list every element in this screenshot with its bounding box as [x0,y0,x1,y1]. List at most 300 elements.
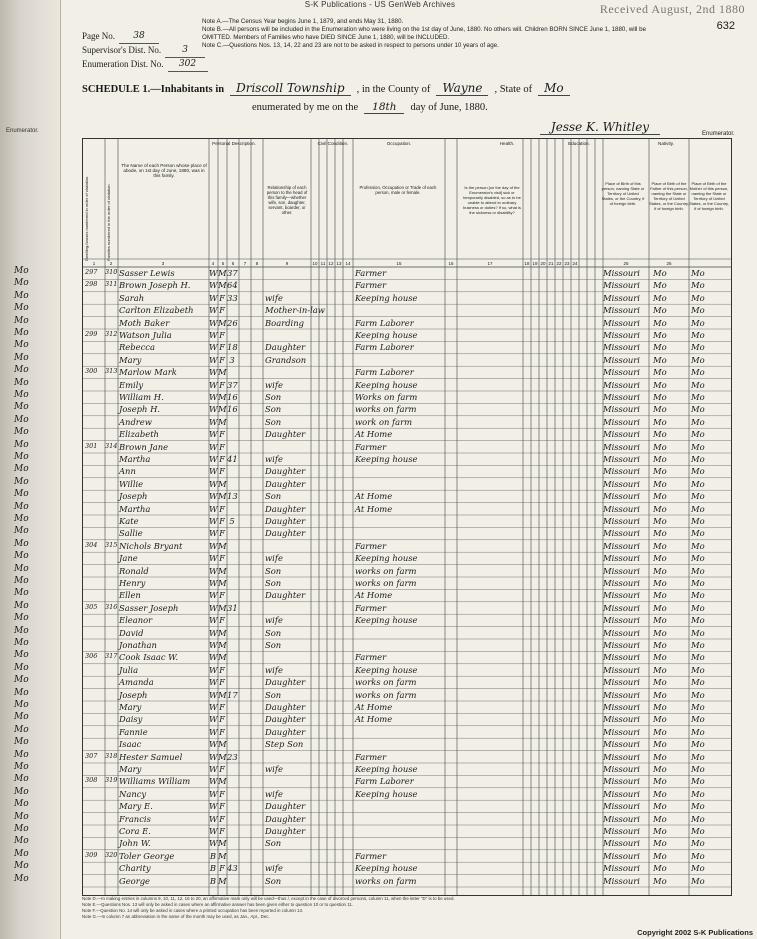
cell-bp: Missouri [603,714,640,725]
cell-fbp: Mo [653,516,667,526]
cell-fbp: Mo [653,664,667,675]
cell-occ: Keeping house [355,764,418,774]
table-row [83,292,731,304]
cell-sex: F [219,441,225,452]
cell-sex: M [218,751,227,762]
cell-occ: works on farm [355,578,417,588]
cell-sex: M [218,491,227,502]
cell-name: Martha [119,503,151,514]
cell-mbp: Mo [691,602,705,613]
margin-entry: Mo [14,414,29,425]
cell-age: 23 [227,751,238,762]
cell-color: W [209,292,218,303]
cell-sex: F [219,801,225,812]
cell-bp: Missouri [603,652,640,663]
cell-fbp: Mo [653,590,667,601]
margin-entry: Mo [14,712,29,723]
cell-mbp: Mo [691,330,705,340]
cell-rel: Daughter [265,528,306,539]
cell-color: W [209,491,218,502]
cell-mbp: Mo [691,268,705,278]
margin-entry: Mo [14,836,29,847]
cell-bp: Missouri [603,578,640,588]
cell-name: Francis [119,813,151,824]
cell-occ: Farm Laborer [355,342,414,353]
cell-age: 16 [227,404,238,415]
cell-mbp: Mo [691,640,705,650]
cell-rel: Daughter [265,503,306,514]
column-number: 23 [564,261,570,266]
cell-fbp: Mo [653,776,667,787]
cell-fbp: Mo [653,367,667,378]
cell-rel: Son [265,404,282,415]
note-g: Note G.—In column 7 an abbreviation in the name of the month may be used, as Jan., Apr., Dec. [82,914,270,919]
supervisor-label: Supervisor's Dist. No. [82,45,162,55]
cell-mbp: Mo [691,466,705,477]
cell-name: Amanda [119,677,154,688]
cell-mbp: Mo [691,652,705,663]
cell-sex: F [219,466,225,477]
cell-mbp: Mo [691,677,705,688]
cell-sex: F [219,454,225,464]
cell-sex: M [218,565,227,576]
cell-color: W [209,826,218,836]
table-row [83,627,731,639]
table-row [83,540,731,552]
cell-color: W [209,714,218,725]
column-number: 20 [540,261,546,266]
margin-entry: Mo [14,538,29,549]
cell-color: B [209,863,217,874]
cell-mbp: Mo [691,292,705,303]
cell-mbp: Mo [691,280,705,291]
cell-mbp: Mo [691,305,705,316]
column-number: 22 [556,261,562,266]
page-meta [82,30,208,72]
cell-rel: wife [265,615,283,626]
margin-entry: Mo [14,625,29,636]
cell-bp: Missouri [603,317,640,328]
cell-fbp: Mo [653,491,667,502]
cell-fbp: Mo [653,280,667,291]
cell-name: Ellen [119,590,141,601]
cell-rel: Step Son [265,739,304,750]
margin-entry: Mo [14,266,29,276]
cell-mbp: Mo [691,317,705,328]
cell-sex: F [219,305,225,316]
margin-entry: Mo [14,613,29,624]
cell-dw: 304 [85,540,98,549]
cell-mbp: Mo [691,528,705,539]
cell-fam: 320 [105,850,118,859]
cell-fbp: Mo [653,416,667,427]
column-number: 18 [524,261,530,266]
cell-bp: Missouri [603,466,640,477]
enum-prefix: enumerated by me on the [252,102,359,113]
header-nativity: Nativity. [658,141,674,146]
cell-name: Daisy [119,714,143,725]
cell-fam: 314 [105,441,118,450]
census-grid [82,138,732,896]
cell-name: Hester Samuel [119,751,183,762]
cell-rel: wife [265,863,283,874]
cell-age: 13 [227,491,238,502]
cell-name: Martha [119,454,151,464]
cell-rel: Daughter [265,590,306,601]
column-number: 17 [487,261,493,266]
cell-mbp: Mo [691,615,705,626]
enumerator-label: Enumerator. [702,131,735,137]
cell-fbp: Mo [653,751,667,762]
cell-color: W [209,454,218,464]
cell-rel: wife [265,292,283,303]
cell-rel: Daughter [265,702,306,712]
margin-entry: Mo [14,724,29,735]
sheet-number: 632 [716,20,735,32]
cell-name: Isaac [119,739,142,750]
notes-block [202,18,672,50]
cell-mbp: Mo [691,801,705,812]
cell-fam: 310 [105,268,118,276]
cell-mbp: Mo [691,367,705,378]
note-e: Note E.—Questions Nos. 13 will only be asked in cases where an affirmative answer has been given either to question 10 or to question 11. [82,902,353,907]
cell-bp: Missouri [603,367,640,378]
cell-mbp: Mo [691,404,705,415]
column-number: 12 [328,261,334,266]
cell-bp: Missouri [603,826,640,836]
cell-color: B [209,875,217,886]
header-dwelling: Dwelling-houses numbered in order of visitation. [84,175,89,261]
column-number: 21 [548,261,554,266]
header-personal: Personal Description. [212,141,256,146]
header-relationship: Relationship of each person to the head of this family—whether wife, son, daughter, servant, boarder, or other. [266,185,308,215]
margin-entry: Mo [14,352,29,363]
cell-name: John W. [119,838,151,849]
cell-color: W [209,702,218,712]
margin-entry: Mo [14,328,29,338]
cell-fam: 315 [105,540,118,549]
cell-mbp: Mo [691,416,705,427]
cell-color: W [209,354,218,365]
cell-fbp: Mo [653,764,667,774]
column-number: 6 [231,261,235,266]
cell-bp: Missouri [603,516,640,526]
cell-dw: 300 [85,367,98,376]
cell-name: Cook Isaac W. [119,652,178,663]
cell-bp: Missouri [603,838,640,849]
cell-sex: M [218,776,227,787]
cell-sex: F [219,714,225,725]
cell-mbp: Mo [691,540,705,551]
cell-fbp: Mo [653,540,667,551]
cell-sex: M [218,404,227,415]
margin-entry: Mo [14,786,29,797]
cell-sex: M [218,838,227,849]
table-row [83,639,731,651]
cell-color: W [209,540,218,551]
cell-sex: M [218,268,227,278]
cell-mbp: Mo [691,702,705,712]
header-birth-father: Place of Birth of the Father of this person, naming the State or Territory of United States, or the Country, if of foreign birth. [649,181,689,211]
cell-fam: 318 [105,751,118,760]
header-occupation-sub: Profession, Occupation or Trade of each person, male or female. [359,185,437,195]
cell-fbp: Mo [653,392,667,402]
cell-occ: Keeping house [355,615,418,626]
cell-name: George [119,875,151,886]
cell-bp: Missouri [603,664,640,675]
cell-rel: wife [265,788,283,799]
cell-color: W [209,565,218,576]
cell-rel: Son [265,392,282,402]
cell-rel: wife [265,454,283,464]
margin-entry: Mo [14,848,29,859]
column-number: 3 [161,261,165,266]
cell-sex: F [219,863,225,874]
cell-occ: Keeping house [355,292,418,303]
cell-fbp: Mo [653,875,667,886]
enumerator-signature: Jesse K. Whitley [540,120,660,135]
cell-dw: 309 [85,850,98,859]
cell-rel: Grandson [265,354,307,365]
cell-fbp: Mo [653,292,667,303]
column-number: 13 [336,261,342,266]
cell-rel: Daughter [265,342,306,353]
table-row [83,465,731,477]
cell-rel: Daughter [265,714,306,725]
cell-occ: At Home [355,702,393,712]
cell-mbp: Mo [691,726,705,737]
cell-mbp: Mo [691,342,705,353]
cell-occ: works on farm [355,875,417,886]
column-number: 4 [211,261,215,266]
cell-fbp: Mo [653,739,667,750]
cell-name: Sarah [119,292,145,303]
table-row [83,713,731,725]
cell-mbp: Mo [691,478,705,489]
cell-color: W [209,478,218,489]
cell-fbp: Mo [653,726,667,737]
header-birth-mother: Place of Birth of the Mother of this person, naming the State or Territory of United States, or the Country, if of foreign birth. [689,181,729,211]
margin-entry: Mo [14,737,29,748]
cell-fbp: Mo [653,317,667,328]
cell-mbp: Mo [691,491,705,502]
cell-color: B [209,850,217,861]
cell-bp: Missouri [603,776,640,787]
margin-entry: Mo [14,600,29,611]
cell-name: Brown Jane [119,441,169,452]
cell-fbp: Mo [653,404,667,415]
cell-color: W [209,330,218,340]
cell-color: W [209,677,218,688]
margin-entry: Mo [14,290,29,301]
column-number: 8 [255,261,259,266]
cell-sex: M [218,689,227,700]
cell-name: Mary [119,702,142,712]
margin-entry: Mo [14,749,29,760]
cell-bp: Missouri [603,751,640,762]
cell-bp: Missouri [603,565,640,576]
cell-color: W [209,429,218,440]
margin-entry: Mo [14,873,29,884]
cell-rel: Daughter [265,826,306,836]
margin-entry: Mo [14,402,29,413]
cell-occ: Farmer [355,751,387,762]
cell-occ: Farmer [355,280,387,291]
cell-sex: M [218,850,227,861]
cell-bp: Missouri [603,627,640,638]
cell-rel: Son [265,491,282,502]
cell-mbp: Mo [691,578,705,588]
cell-color: W [209,466,218,477]
margin-entry: Mo [14,687,29,698]
margin-entry: Mo [14,526,29,537]
cell-color: W [209,379,218,390]
cell-occ: Farm Laborer [355,317,414,328]
cell-bp: Missouri [603,640,640,650]
cell-fbp: Mo [653,640,667,650]
cell-rel: Son [265,416,282,427]
header-birth-person: Place of Birth of this person, naming State or Territory of United States, or the Country, if of foreign birth. [601,181,645,206]
cell-mbp: Mo [691,751,705,762]
cell-fbp: Mo [653,677,667,688]
cell-color: W [209,268,218,278]
cell-name: Rebecca [119,342,155,353]
cell-color: W [209,776,218,787]
cell-fam: 317 [105,652,118,661]
cell-occ: At Home [355,714,393,725]
note-b: Note B.—All persons will be included in the Enumeration who were living on the 1st day of June, 1880. No others will. Children BORN SINCE June 1, 1880, will be OMITTED. Members of Families who have DIED SINCE June 1, 1880, will be INCLUDED. [202,26,647,41]
cell-fbp: Mo [653,429,667,440]
cell-rel: Son [265,640,282,650]
cell-sex: F [219,664,225,675]
margin-entry: Mo [14,303,29,314]
table-row [83,279,731,291]
column-number: 9 [285,261,289,266]
cell-mbp: Mo [691,379,705,390]
cell-fbp: Mo [653,813,667,824]
cell-occ: Keeping house [355,664,418,675]
table-row [83,453,731,465]
left-margin-label: Enumerator. [6,128,39,134]
margin-entry: Mo [14,662,29,673]
cell-name: Ronald [119,565,149,576]
cell-sex: F [219,330,225,340]
cell-occ: work on farm [355,416,413,427]
copyright: Copyright 2002 S-K Publications [637,928,753,937]
cell-fbp: Mo [653,379,667,390]
cell-fbp: Mo [653,578,667,588]
cell-occ: At Home [355,503,393,514]
supervisor-value: 3 [165,44,205,58]
table-row [83,651,731,663]
cell-bp: Missouri [603,813,640,824]
cell-mbp: Mo [691,392,705,402]
cell-fbp: Mo [653,652,667,663]
cell-bp: Missouri [603,305,640,316]
cell-occ: Keeping house [355,863,418,874]
cell-fbp: Mo [653,826,667,836]
cell-color: W [209,404,218,415]
cell-fbp: Mo [653,268,667,278]
table-row [83,317,731,329]
cell-color: W [209,317,218,328]
cell-occ: works on farm [355,565,417,576]
table-row [83,478,731,490]
cell-color: W [209,764,218,774]
margin-entry: Mo [14,439,29,450]
cell-rel: Daughter [265,813,306,824]
cell-fam: 311 [105,280,118,289]
cell-color: W [209,739,218,750]
cell-color: W [209,652,218,663]
cell-color: W [209,640,218,650]
cell-sex: M [218,602,227,613]
cell-rel: wife [265,553,283,564]
cell-sex: F [219,615,225,626]
cell-sex: F [219,516,225,526]
header-health: Health. [499,141,515,146]
cell-fbp: Mo [653,553,667,564]
cell-sex: F [219,342,225,353]
column-number: 1 [92,261,96,266]
column-number: 24 [572,261,578,266]
margin-entry: Mo [14,464,29,475]
cell-rel: Boarding [265,317,304,328]
margin-entry: Mo [14,427,29,438]
cell-color: W [209,788,218,799]
cell-bp: Missouri [603,416,640,427]
cell-name: Henry [119,578,146,588]
cell-color: W [209,627,218,638]
cell-bp: Missouri [603,615,640,626]
margin-entry: Mo [14,551,29,562]
cell-bp: Missouri [603,788,640,799]
cell-sex: F [219,764,225,774]
margin-entry: Mo [14,774,29,785]
table-row [83,304,731,316]
cell-occ: Keeping house [355,788,418,799]
cell-age: 18 [227,342,238,353]
cell-sex: F [219,553,225,564]
column-number: 26 [666,261,672,266]
margin-entry: Mo [14,762,29,772]
cell-mbp: Mo [691,863,705,874]
cell-bp: Missouri [603,503,640,514]
cell-fbp: Mo [653,627,667,638]
cell-bp: Missouri [603,379,640,390]
column-number: 19 [532,261,538,266]
cell-color: W [209,689,218,700]
cell-occ: works on farm [355,677,417,688]
enum-day: 18th [364,101,404,114]
margin-entry: Mo [14,501,29,512]
cell-name: Cora E. [119,826,151,836]
cell-fbp: Mo [653,478,667,489]
cell-sex: F [219,590,225,601]
cell-occ: Farmer [355,268,387,278]
cell-occ: works on farm [355,404,417,415]
cell-color: W [209,528,218,539]
cell-occ: works on farm [355,689,417,700]
header-health-sub: Is the person [on the day of the Enumerator's visit] sick or temporarily disabled, so as to be unable to attend to ordinary business or duties? If so, what is the sickness or disability? [463,185,521,215]
cell-bp: Missouri [603,801,640,812]
page-label: Page No. [82,31,115,41]
cell-sex: F [219,528,225,539]
column-number: 11 [320,261,326,266]
cell-mbp: Mo [691,850,705,861]
cell-fbp: Mo [653,863,667,874]
column-number: 16 [448,261,454,266]
